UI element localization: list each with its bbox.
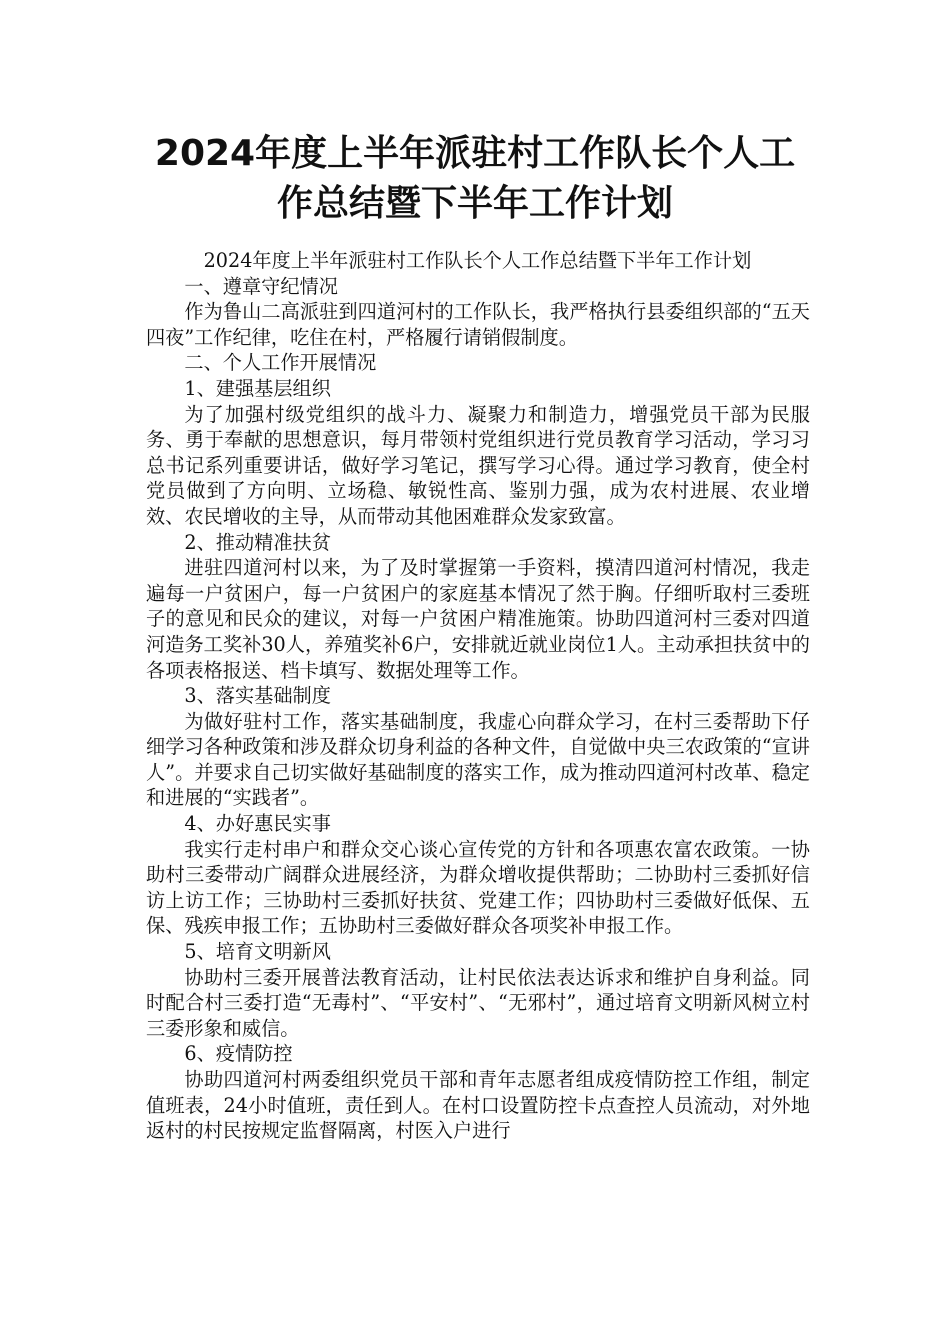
document-subtitle: 2024年度上半年派驻村工作队长个人工作总结暨下半年工作计划	[203, 249, 752, 272]
section-heading: 1、建强基层组织	[184, 376, 331, 400]
section-heading: 3、落实基础制度	[184, 684, 331, 708]
document-title-line-2: 作总结暨下半年工作计划	[276, 183, 673, 224]
body-paragraph: 协助村三委开展普法教育活动，让村民依法表达诉求和维护自身利益。同时配合村三委打造“无毒村”、“平安村”、“无邪村”，通过培育文明新风树立村三委形象和威信。	[146, 965, 810, 1040]
body-paragraph: 协助四道河村两委组织党员干部和青年志愿者组成疫情防控工作组，制定值班表，24小时值班，责任到人。在村口设置防控卡点查控人员流动，对外地返村的村民按规定监督隔离，村医入户进行	[146, 1068, 810, 1143]
document-body	[146, 248, 810, 1144]
section-heading: 一、遵章守纪情况	[184, 274, 338, 298]
body-paragraph: 为做好驻村工作，落实基础制度，我虚心向群众学习，在村三委帮助下仔细学习各种政策和涉及群众切身利益的各种文件，自觉做中央三农政策的“宣讲人”。并要求自己切实做好基础制度的落实工作，成为推动四道河村改革、稳定和进展的“实践者”。	[146, 709, 810, 810]
document-title-line-1: 2024年度上半年派驻村工作队长个人工	[154, 133, 796, 174]
section-heading: 2、推动精准扶贫	[184, 530, 331, 554]
body-paragraph: 作为鲁山二高派驻到四道河村的工作队长，我严格执行县委组织部的“五天四夜”工作纪律，吃住在村，严格履行请销假制度。	[146, 300, 810, 349]
body-paragraph: 我实行走村串户和群众交心谈心宣传党的方针和各项惠农富农政策。一协助村三委带动广阔群众进展经济，为群众增收提供帮助；二协助村三委抓好信访上访工作；三协助村三委抓好扶贫、党建工作；四协助村三委做好低保、五保、残疾申报工作；五协助村三委做好群众各项奖补申报工作。	[146, 837, 810, 938]
section-heading: 6、疫情防控	[184, 1042, 293, 1066]
body-paragraph: 为了加强村级党组织的战斗力、凝聚力和制造力，增强党员干部为民服务、勇于奉献的思想意识，每月带领村党组织进行党员教育学习活动，学习习总书记系列重要讲话，做好学习笔记，撰写学习心得。通过学习教育，使全村党员做到了方向明、立场稳、敏锐性高、鉴别力强，成为农村进展、农业增效、农民增收的主导，从而带动其他困难群众发家致富。	[146, 402, 810, 528]
section-heading: 5、培育文明新风	[184, 940, 331, 964]
body-paragraph: 进驻四道河村以来，为了及时掌握第一手资料，摸清四道河村情况，我走遍每一户贫困户，每一户贫困户的家庭基本情况了然于胸。仔细听取村三委班子的意见和民众的建议，对每一户贫困户精准施策。协助四道河村三委对四道河造务工奖补30人，养殖奖补6户，安排就近就业岗位1人。主动承担扶贫中的各项表格报送、档卡填写、数据处理等工作。	[146, 556, 810, 682]
section-heading: 4、办好惠民实事	[184, 812, 331, 836]
section-heading: 二、个人工作开展情况	[184, 351, 377, 375]
